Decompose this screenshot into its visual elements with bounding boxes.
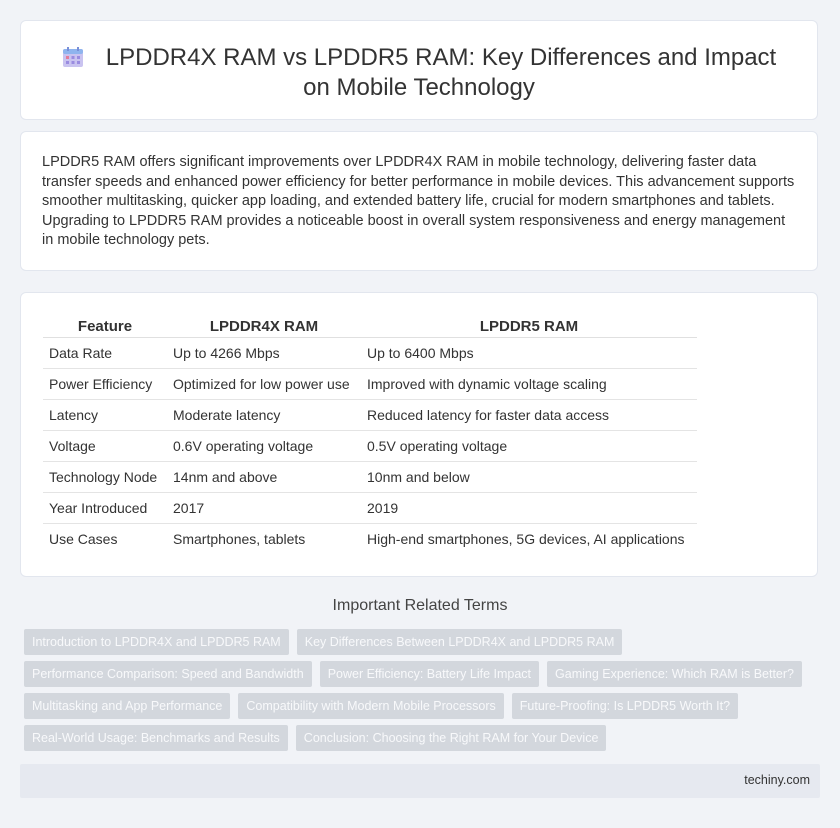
intro-paragraph: LPDDR5 RAM offers significant improvements over LPDDR4X RAM in mobile technology, delivering faster data transfer speeds and enhanced power efficiency for better performance in mobile devices. This advancement supports smoother multitasking, quicker app loading, and extended battery life, crucial for modern smartphones and tablets. Upgrading to LPDDR5 RAM provides a noticeable boost in overall system responsiveness and energy management in mobile technology pets. [42,154,795,248]
comparison-table [43,313,697,554]
related-term-link[interactable]: Gaming Experience: Which RAM is Better? [547,661,802,687]
lpddr4x-cell: 14nm and above [167,462,361,493]
lpddr4x-cell: Moderate latency [167,400,361,431]
header-feature: Feature [43,313,167,338]
table-row [43,338,697,369]
footer-brand[interactable]: techiny.com [744,773,810,787]
table-header-row [43,313,697,338]
related-term-link[interactable]: Introduction to LPDDR4X and LPDDR5 RAM [24,629,289,655]
table-row [43,524,697,555]
table-row [43,400,697,431]
lpddr5-cell: Up to 6400 Mbps [361,338,697,369]
related-terms-row [24,661,802,687]
related-term-link[interactable]: Multitasking and App Performance [24,693,230,719]
related-terms-heading: Important Related Terms [332,597,508,614]
page-title: LPDDR4X RAM vs LPDDR5 RAM: Key Differences and Impact on Mobile Technology [105,44,777,101]
lpddr4x-cell: Optimized for low power use [167,369,361,400]
related-term-link[interactable]: Power Efficiency: Battery Life Impact [320,661,539,687]
related-term-link[interactable]: Conclusion: Choosing the Right RAM for Your Device [296,725,607,751]
lpddr4x-cell: Up to 4266 Mbps [167,338,361,369]
table-row [43,462,697,493]
table-row [43,369,697,400]
intro-card [20,131,818,271]
lpddr5-cell: Improved with dynamic voltage scaling [361,369,697,400]
related-term-link[interactable]: Compatibility with Modern Mobile Processors [238,693,503,719]
title-card [20,20,818,120]
feature-cell: Voltage [43,431,167,462]
table-row [43,431,697,462]
header-lpddr5: LPDDR5 RAM [361,313,697,338]
header-lpddr4x: LPDDR4X RAM [167,313,361,338]
lpddr5-cell: 10nm and below [361,462,697,493]
feature-cell: Technology Node [43,462,167,493]
footer-bar [20,764,820,798]
related-terms-row [24,725,606,751]
feature-cell: Data Rate [43,338,167,369]
lpddr4x-cell: 0.6V operating voltage [167,431,361,462]
related-term-link[interactable]: Key Differences Between LPDDR4X and LPDDR5 RAM [297,629,623,655]
page-title-wrap [61,43,777,103]
related-term-link[interactable]: Performance Comparison: Speed and Bandwidth [24,661,312,687]
feature-cell: Latency [43,400,167,431]
table-row [43,493,697,524]
feature-cell: Year Introduced [43,493,167,524]
related-term-link[interactable]: Real-World Usage: Benchmarks and Results [24,725,288,751]
lpddr5-cell: Reduced latency for faster data access [361,400,697,431]
lpddr5-cell: 0.5V operating voltage [361,431,697,462]
related-terms-row [24,629,622,655]
lpddr4x-cell: Smartphones, tablets [173,531,306,547]
feature-cell: Power Efficiency [43,369,167,400]
lpddr5-cell: 2019 [361,493,697,524]
calendar-grid-icon [62,46,84,68]
comparison-card [20,292,818,577]
feature-cell: Use Cases [49,531,118,547]
related-terms-row [24,693,738,719]
lpddr5-cell: High-end smartphones, 5G devices, AI applications [367,531,685,547]
lpddr4x-cell: 2017 [167,493,361,524]
related-term-link[interactable]: Future-Proofing: Is LPDDR5 Worth It? [512,693,738,719]
